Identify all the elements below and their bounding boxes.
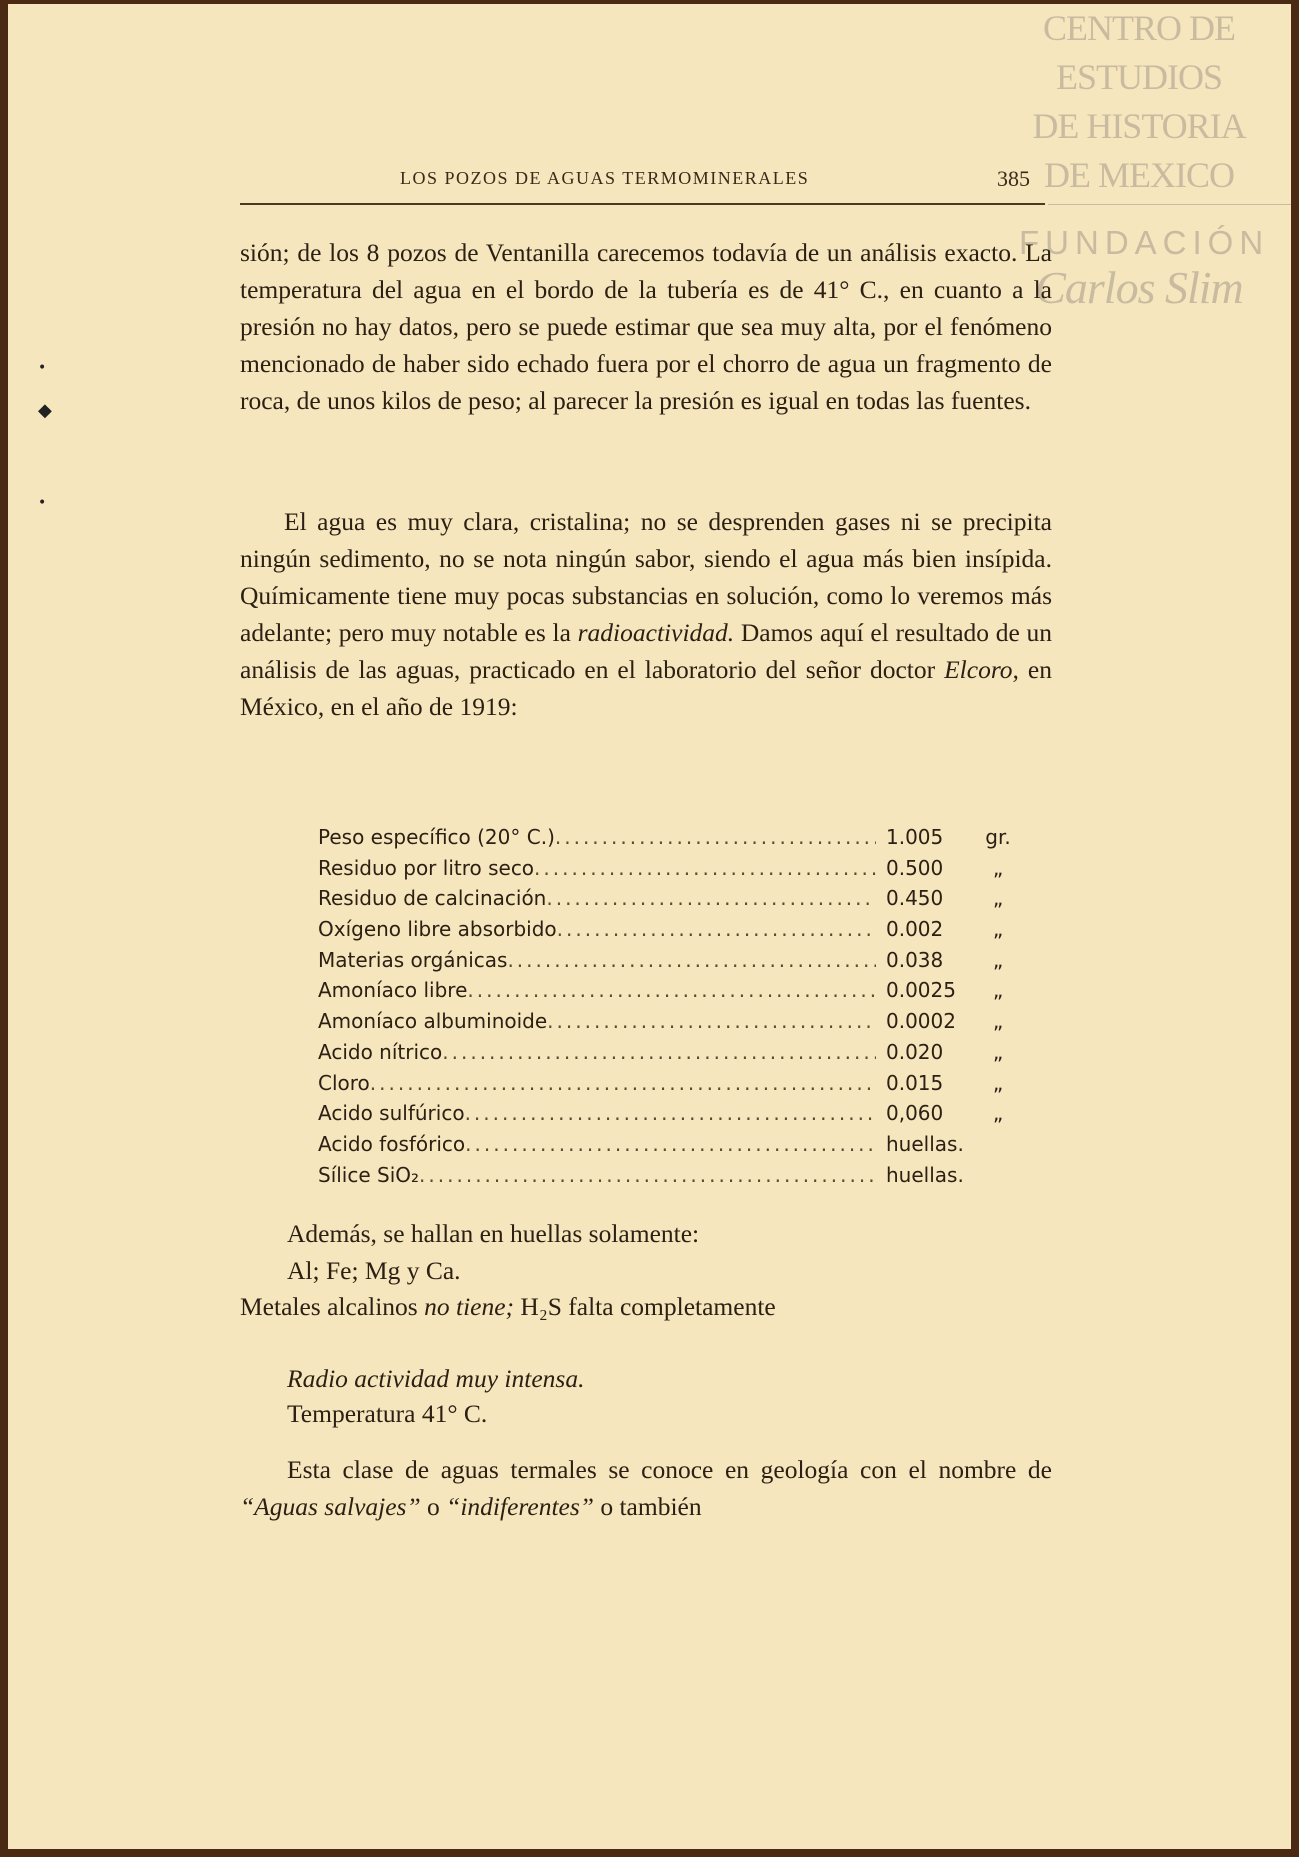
- leader-dots: [557, 917, 876, 941]
- row-value: 0.002: [886, 917, 944, 942]
- row-label-wrap: [318, 1101, 876, 1125]
- row-label-wrap: [318, 886, 876, 910]
- text: Damos aquí el resultado de un análisis de las aguas, practicado en el laboratorio del señor doctor: [240, 618, 1052, 684]
- row-value: 0,060: [886, 1101, 944, 1126]
- row-value: 0.0002: [886, 1009, 956, 1034]
- note-line-3: [240, 1288, 776, 1325]
- table-row: [318, 1163, 1018, 1194]
- leader-dots: [467, 978, 876, 1002]
- margin-mark: •: [38, 360, 47, 376]
- text: o: [420, 1492, 447, 1521]
- page-number: 385: [997, 166, 1030, 191]
- row-label: Oxígeno libre absorbido: [318, 917, 557, 942]
- row-label-wrap: [318, 1132, 876, 1156]
- row-value: huellas.: [886, 1131, 964, 1156]
- row-unit: „: [992, 1009, 1004, 1034]
- watermark-line: ESTUDIOS: [1055, 57, 1222, 97]
- text: El agua es muy clara, cristalina; no se desprenden gases ni se precipita ningún sedimento, no se nota ningún sabor, siendo el agua más bien insípida. Químicamente tiene muy pocas substancias en solución, como lo veremos más adelante; pero muy notable es la: [240, 507, 1052, 647]
- row-label: Residuo por litro seco: [318, 855, 535, 880]
- row-value: 0.015: [886, 1070, 944, 1095]
- row-value: 0.450: [886, 886, 944, 911]
- watermark-divider: [1048, 204, 1291, 205]
- row-label: Materias orgánicas: [318, 947, 508, 972]
- watermark-line: DE MEXICO: [1044, 155, 1234, 195]
- row-label-wrap: [318, 1163, 876, 1187]
- leader-dots: [442, 1040, 876, 1064]
- row-label: Cloro: [318, 1070, 370, 1095]
- row-label: Sílice SiO₂: [318, 1162, 420, 1187]
- row-value: 0.500: [886, 855, 944, 880]
- leader-dots: [546, 886, 876, 910]
- text: en México, en el año de 1919:: [240, 655, 1052, 721]
- row-label: Acido nítrico: [318, 1039, 443, 1064]
- row-label-wrap: [318, 856, 876, 880]
- margin-mark: ◆: [38, 400, 52, 421]
- paragraph-2: [240, 503, 1052, 725]
- running-header: [240, 166, 1030, 196]
- note-line-2: Al; Fe; Mg y Ca.: [287, 1256, 461, 1285]
- row-label: Residuo de calcinación: [318, 886, 547, 911]
- running-title: LOS POZOS DE AGUAS TERMOMINERALES: [400, 168, 810, 188]
- row-label-wrap: [318, 948, 876, 972]
- table-row: [318, 856, 1018, 887]
- leader-dots: [465, 1101, 876, 1125]
- row-unit: „: [992, 1101, 1004, 1126]
- row-unit: „: [992, 886, 1004, 911]
- row-unit: „: [992, 947, 1004, 972]
- analysis-table: [318, 825, 1018, 1193]
- row-value: huellas.: [886, 1162, 964, 1187]
- watermark-line: DE HISTORIA: [1032, 106, 1246, 146]
- emphasis: “Aguas salvajes”: [240, 1492, 421, 1521]
- table-row: [318, 1040, 1018, 1071]
- row-label-wrap: [318, 1009, 876, 1033]
- row-value: 0.0025: [886, 978, 956, 1003]
- table-row: [318, 825, 1018, 856]
- leader-dots: [534, 856, 876, 880]
- watermark-signature: Carlos Slim: [1035, 262, 1243, 313]
- watermark-foundation: FUNDACIÓN: [1019, 224, 1270, 261]
- emphasis: radioactividad.: [577, 618, 735, 647]
- watermark: [1019, 4, 1270, 313]
- leader-dots: [547, 1009, 876, 1033]
- row-label-wrap: [318, 1071, 876, 1095]
- row-label: Amoníaco libre: [318, 978, 468, 1003]
- header-rule: [240, 203, 1045, 205]
- watermark-line: CENTRO DE: [1043, 8, 1235, 48]
- row-label-wrap: [318, 978, 876, 1002]
- table-row: [318, 1132, 1018, 1163]
- row-unit: „: [992, 1039, 1004, 1064]
- emphasis: no tiene;: [424, 1292, 515, 1321]
- leader-dots: [507, 948, 876, 972]
- text: H₂S falta completamente: [514, 1292, 776, 1321]
- table-row: [318, 1009, 1018, 1040]
- row-value: 0.038: [886, 947, 944, 972]
- table-row: [318, 886, 1018, 917]
- row-label: Acido sulfúrico: [318, 1101, 465, 1126]
- row-label-wrap: [318, 917, 876, 941]
- row-label: Acido fosfórico: [318, 1131, 466, 1156]
- margin-mark: •: [38, 495, 47, 511]
- note-line-5: Temperatura 41° C.: [287, 1399, 488, 1428]
- row-unit: „: [992, 978, 1004, 1003]
- row-value: 0.020: [886, 1039, 944, 1064]
- note-line-4: Radio actividad muy intensa.: [287, 1364, 585, 1393]
- leader-dots: [555, 825, 876, 849]
- row-unit: „: [992, 917, 1004, 942]
- paragraph-3: [240, 1451, 1052, 1525]
- note-line-1: Además, se hallan en huellas solamente:: [287, 1219, 700, 1248]
- row-unit: „: [992, 855, 1004, 880]
- table-row: [318, 978, 1018, 1009]
- row-unit: gr.: [985, 825, 1011, 849]
- table-row: [318, 1101, 1018, 1132]
- leader-dots: [465, 1132, 876, 1156]
- text: o también: [593, 1492, 702, 1521]
- text: Metales alcalinos: [240, 1292, 425, 1321]
- row-value: 1.005: [886, 825, 944, 849]
- emphasis: “indiferentes”: [446, 1492, 594, 1521]
- row-unit: „: [992, 1070, 1004, 1095]
- row-label-wrap: [318, 825, 876, 849]
- table-row: [318, 917, 1018, 948]
- leader-dots: [370, 1071, 876, 1095]
- leader-dots: [419, 1163, 876, 1187]
- text: Esta clase de aguas termales se conoce en geología con el nombre de: [287, 1455, 1052, 1484]
- paragraph-1: sión; de los 8 pozos de Ventanilla carecemos todavía de un análisis exacto. La temperatura del agua en el bordo de la tubería es de 41° C., en cuanto a la presión no hay datos, pero se puede estimar que sea muy alta, por el fenómeno mencionado de haber sido echado fuera por el chorro de agua un fragmento de roca, de unos kilos de peso; al parecer la presión es igual en todas las fuentes.: [240, 238, 1052, 415]
- row-label: Peso específico (20° C.): [318, 825, 555, 849]
- row-label: Amoníaco albuminoide: [318, 1009, 548, 1034]
- table-row: [318, 1071, 1018, 1102]
- row-label-wrap: [318, 1040, 876, 1064]
- table-row: [318, 948, 1018, 979]
- emphasis: Elcoro,: [944, 655, 1019, 684]
